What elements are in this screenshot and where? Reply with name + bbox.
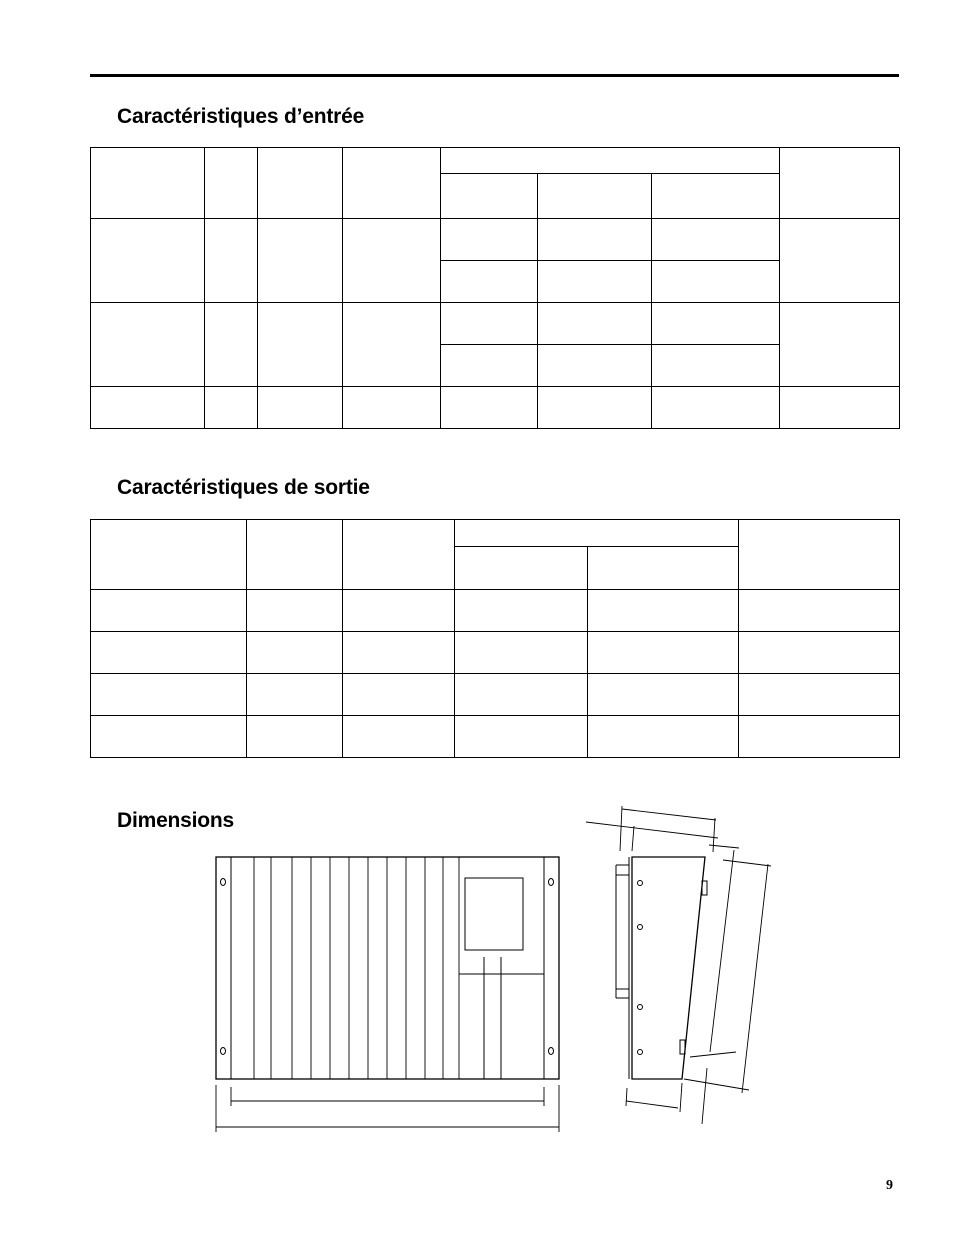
cooling-fins <box>254 857 459 1079</box>
mounting-hole-icon <box>221 879 226 886</box>
mounting-hole-icon <box>549 879 554 886</box>
input-characteristics-heading: Caractéristiques d’entrée <box>117 105 365 128</box>
width-dimension-lines <box>216 1085 559 1132</box>
dimensions-heading: Dimensions <box>117 809 235 832</box>
front-view <box>216 857 559 1132</box>
side-profile-outline <box>632 857 705 1079</box>
output-characteristics-heading: Caractéristiques de sortie <box>117 476 370 499</box>
screw-hole-icon <box>638 1050 643 1055</box>
display-window <box>465 878 523 950</box>
mounting-hole-icon <box>549 1048 554 1055</box>
page-number: 9 <box>886 1178 893 1193</box>
screw-hole-icon <box>638 881 643 886</box>
screw-hole-icon <box>638 1005 643 1010</box>
mounting-hole-icon <box>221 1048 226 1055</box>
front-panel-outline <box>216 857 559 1079</box>
side-dimension-lines <box>586 806 771 1124</box>
side-view <box>586 806 771 1124</box>
screw-hole-icon <box>638 925 643 930</box>
